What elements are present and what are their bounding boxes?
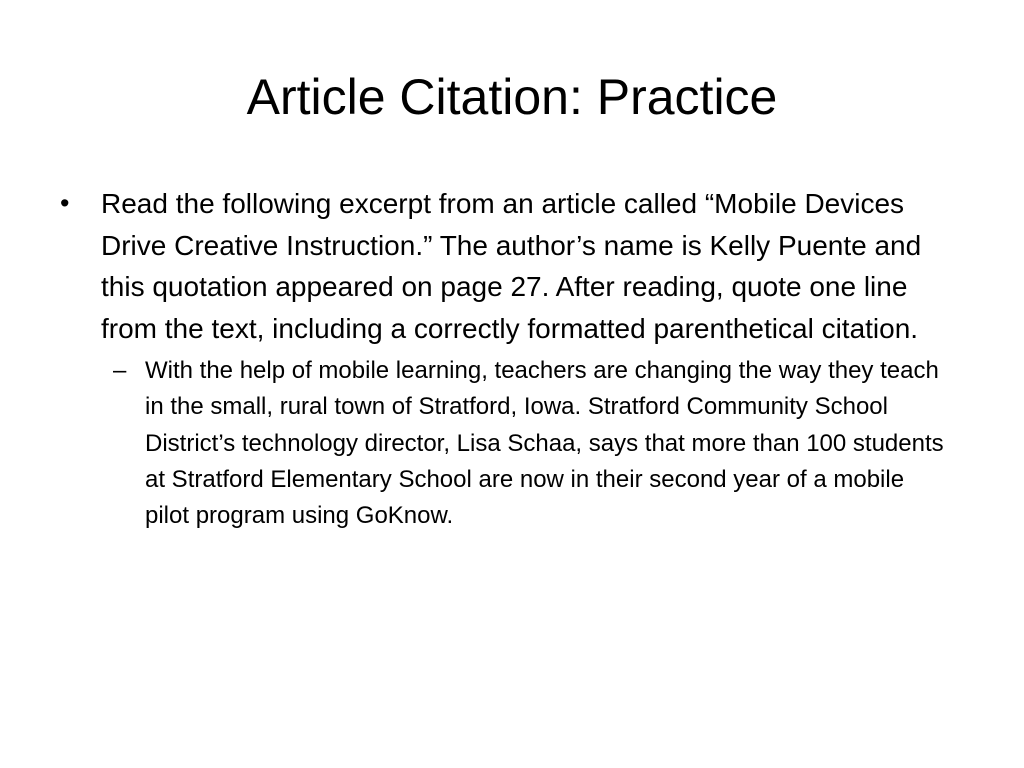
slide-title: Article Citation: Practice [246, 69, 778, 125]
sub-bullet-item [60, 353, 945, 534]
dash-bullet-icon: – [113, 357, 127, 384]
excerpt-quote: With the help of mobile learning, teachers are changing the way they teach in the small, rural town of Stratford, Iowa. Stratford Community School District’s technology director, Lisa Schaa, says that more than 100 students at Stratford Elementary School are now in their second year of a mobile pilot program using GoKnow. [145, 357, 944, 530]
bullet-dot-icon: • [60, 188, 70, 218]
bullet-item [60, 183, 940, 349]
bullet-text: Read the following excerpt from an article called “Mobile Devices Drive Creative Instruction.” The author’s name is Kelly Puente and this quotation appeared on page 27. After reading, quote one line from the text, including a correctly formatted parenthetical citation. [101, 188, 922, 344]
slide-content [60, 183, 944, 534]
